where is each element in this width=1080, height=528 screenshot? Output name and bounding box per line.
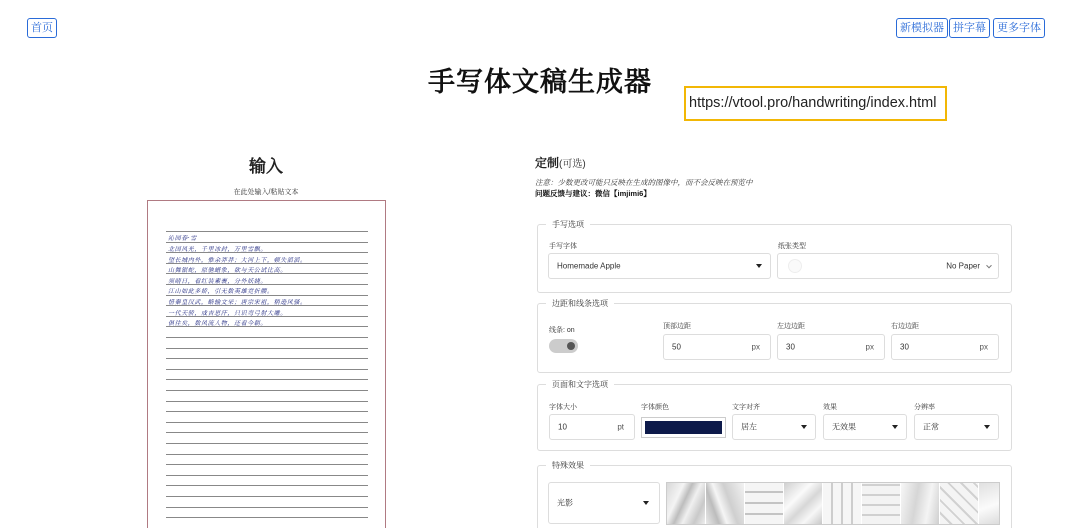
font-select-value: Homemade Apple <box>557 261 621 271</box>
effect-select-value: 无效果 <box>832 422 856 432</box>
paper-label: 纸张类型 <box>778 243 806 250</box>
font-color-label: 字体颜色 <box>641 404 669 411</box>
special-effect-select[interactable] <box>548 482 660 524</box>
lines-label: 线条: on <box>549 327 575 334</box>
effect-thumbnail[interactable] <box>667 483 705 524</box>
left-margin-label: 左边边距 <box>777 323 805 330</box>
paper-swatch-icon <box>788 259 802 273</box>
effect-select[interactable] <box>823 414 907 440</box>
page-title: 手写体文稿生成器 <box>428 67 652 97</box>
resolution-select[interactable] <box>914 414 999 440</box>
paper-rule-line <box>166 517 368 518</box>
input-subtitle: 在此处输入/粘贴文本 <box>233 189 299 196</box>
paper-rule-line <box>166 454 368 455</box>
effect-thumbnail[interactable] <box>862 483 900 524</box>
paper-rule-line <box>166 379 368 380</box>
custom-title: 定制 <box>535 156 560 170</box>
effect-thumbnails <box>666 482 1000 525</box>
new-simulator-link[interactable]: 新模拟器 <box>896 18 948 38</box>
effect-thumbnail[interactable] <box>940 483 978 524</box>
font-size-input[interactable] <box>549 414 635 440</box>
handwriting-paper-preview[interactable] <box>147 200 386 528</box>
font-label: 手写字体 <box>549 243 577 250</box>
handwritten-line: 山舞银蛇，原驰蜡象，欲与天公试比高。 <box>168 267 287 275</box>
font-size-label: 字体大小 <box>549 404 577 411</box>
paper-rule-line <box>166 348 368 349</box>
handwritten-line: 江山如此多娇，引无数英雄竞折腰。 <box>168 288 274 296</box>
right-margin-unit: px <box>979 342 988 352</box>
special-effect-value: 光影 <box>557 498 573 508</box>
resolution-label: 分辨率 <box>914 404 935 411</box>
input-heading: 输入 <box>249 157 283 176</box>
effect-label: 效果 <box>823 404 837 411</box>
effect-thumbnail[interactable] <box>745 483 783 524</box>
paper-rule-line <box>166 464 368 465</box>
chevron-down-icon <box>892 425 898 429</box>
paper-rule-line <box>166 358 368 359</box>
handwritten-line: 须晴日，看红装素裹，分外妖娆。 <box>168 277 268 285</box>
effect-thumbnail[interactable] <box>979 483 1000 524</box>
effect-thumbnail[interactable] <box>706 483 744 524</box>
toggle-knob <box>567 342 575 350</box>
handwritten-line: 惜秦皇汉武，略输文采；唐宗宋祖，稍逊风骚。 <box>168 298 307 306</box>
custom-note: 注意：少数更改可能只反映在生成的图像中，而不会反映在预览中 <box>535 178 753 187</box>
top-margin-input[interactable] <box>663 334 771 360</box>
paper-rule-line <box>166 507 368 508</box>
font-size-value: 10 <box>558 422 567 432</box>
more-fonts-link[interactable]: 更多字体 <box>993 18 1045 38</box>
paper-rule-line <box>166 401 368 402</box>
left-margin-value: 30 <box>786 342 795 352</box>
font-color-swatch <box>645 421 722 434</box>
custom-heading <box>535 154 586 171</box>
handwriting-options-legend: 手写选项 <box>552 220 584 229</box>
custom-optional: (可选) <box>559 159 586 170</box>
align-label: 文字对齐 <box>732 404 760 411</box>
effect-thumbnail[interactable] <box>823 483 861 524</box>
font-size-unit: pt <box>617 422 624 432</box>
left-margin-input[interactable] <box>777 334 885 360</box>
handwritten-line: 沁园春·雪 <box>168 235 197 243</box>
font-color-picker[interactable] <box>641 417 726 438</box>
paper-rule-line <box>166 231 368 232</box>
chevron-down-icon <box>986 263 992 269</box>
paper-rule-line <box>166 411 368 412</box>
right-margin-value: 30 <box>900 342 909 352</box>
top-margin-unit: px <box>751 342 760 352</box>
handwritten-line: 俱往矣，数风流人物，还看今朝。 <box>168 320 268 328</box>
paper-rule-line <box>166 485 368 486</box>
feedback-text: 问题反馈与建议：微信【imjimi6】 <box>535 189 651 198</box>
top-margin-label: 顶部边距 <box>663 323 691 330</box>
resolution-select-value: 正常 <box>923 422 939 432</box>
align-select[interactable] <box>732 414 816 440</box>
paper-rule-line <box>166 432 368 433</box>
handwritten-line: 北国风光，千里冰封，万里雪飘。 <box>168 245 268 253</box>
paper-rule-line <box>166 475 368 476</box>
margin-options-legend: 边距和线条选项 <box>552 299 608 308</box>
paper-select[interactable] <box>777 253 999 279</box>
left-margin-unit: px <box>865 342 874 352</box>
lines-toggle[interactable] <box>549 339 578 353</box>
font-select[interactable] <box>548 253 771 279</box>
handwritten-line: 一代天骄，成吉思汗，只识弯弓射大雕。 <box>168 309 287 317</box>
top-margin-value: 50 <box>672 342 681 352</box>
paper-rule-line <box>166 443 368 444</box>
right-margin-input[interactable] <box>891 334 999 360</box>
text-options-legend: 页面和文字选项 <box>552 380 608 389</box>
paper-rule-line <box>166 422 368 423</box>
align-select-value: 居左 <box>741 422 757 432</box>
special-effects-legend: 特殊效果 <box>552 461 584 470</box>
chevron-down-icon <box>801 425 807 429</box>
paper-rule-line <box>166 390 368 391</box>
paper-rule-line <box>166 337 368 338</box>
handwritten-line: 望长城内外，惟余莽莽；大河上下，顿失滔滔。 <box>168 256 307 264</box>
chevron-down-icon <box>756 264 762 268</box>
paper-rule-line <box>166 496 368 497</box>
paper-rule-line <box>166 369 368 370</box>
url-label: https://vtool.pro/handwriting/index.html <box>684 86 947 121</box>
effect-thumbnail[interactable] <box>901 483 939 524</box>
effect-thumbnail[interactable] <box>784 483 822 524</box>
chevron-down-icon <box>984 425 990 429</box>
right-margin-label: 右边边距 <box>891 323 919 330</box>
home-link[interactable]: 首页 <box>27 18 57 38</box>
chevron-down-icon <box>643 501 649 505</box>
paper-select-value: No Paper <box>946 261 980 271</box>
pinyin-link[interactable]: 拼字幕 <box>949 18 990 38</box>
